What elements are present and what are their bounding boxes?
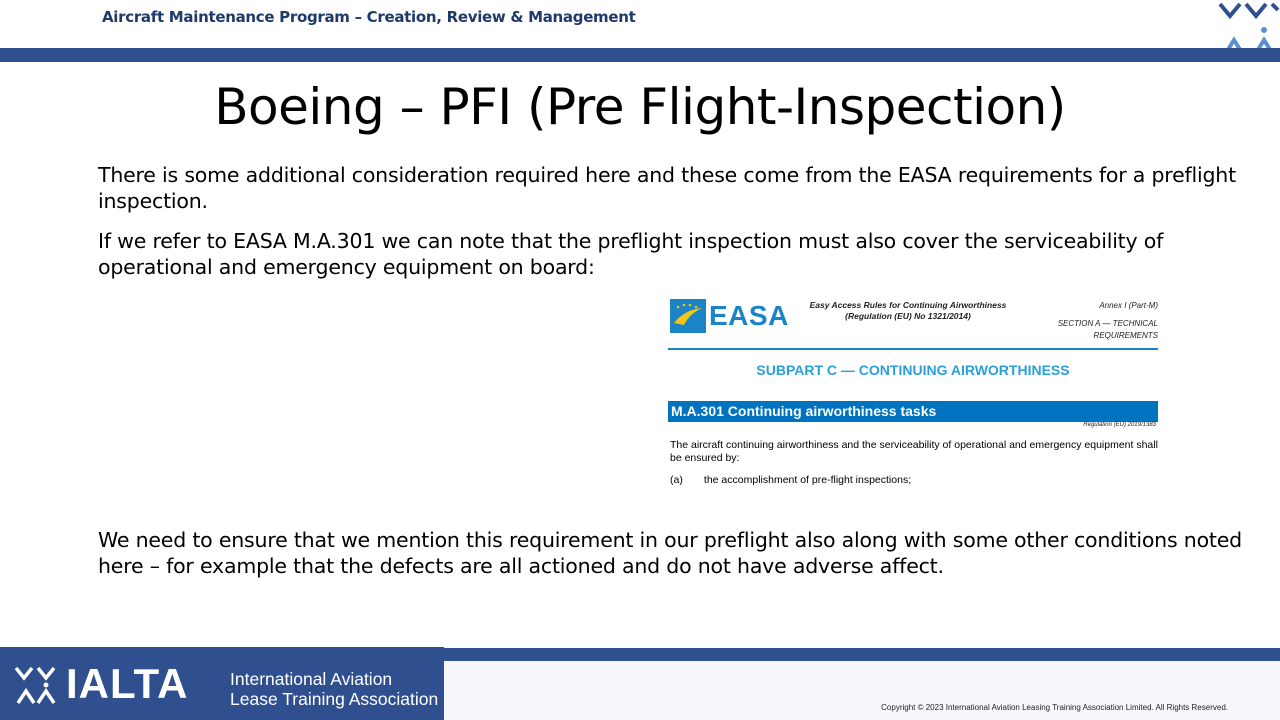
easa-item-label: (a) [670,474,683,486]
header-bar [0,48,1280,62]
paragraph-intro: There is some additional consideration required here and these come from the EASA requirements for a preflight inspection. [98,163,1236,213]
easa-article-body: The aircraft continuing airworthiness and the serviceability of operational and emergency equipment shall be ensured by: [670,439,1158,464]
easa-doc-title: Easy Access Rules for Continuing Airworthiness (Regulation (EU) No 1321/2014) [809,300,1007,321]
paragraph-easa-reference: If we refer to EASA M.A.301 we can note that the preflight inspection must also cover the serviceability of operational and emergency equipment on board: [98,229,1164,279]
easa-article-heading: M.A.301 Continuing airworthiness tasks [668,401,1158,422]
easa-article-item [670,474,911,486]
easa-item-text: the accomplishment of pre-flight inspections; [703,474,912,486]
easa-emblem-icon [670,299,706,333]
easa-regulation-ref: Regulation (EU) 2019/1383 [1083,422,1156,428]
paragraph-conclusion: We need to ensure that we mention this requirement in our preflight also along with some other conditions noted here – for example that the defects are all actioned and do not have adverse affect. [98,528,1242,578]
copyright-notice: Copyright © 2023 International Aviation Leasing Training Association Limited. All Rights Reserved. [881,703,1228,712]
easa-subpart-heading: SUBPART C — CONTINUING AIRWORTHINESS [756,362,1070,378]
easa-section-info: Annex I (Part-M) SECTION A — TECHNICAL REQUIREMENTS [1057,301,1158,340]
easa-divider [668,348,1158,350]
slide-title: Boeing – PFI (Pre Flight-Inspection) [214,78,1066,136]
ialta-brand: IALTA [66,660,189,707]
easa-logo-text: EASA [709,300,789,331]
header-title: Aircraft Maintenance Program – Creation, Review & Management [102,8,636,26]
ialta-footer-mark-icon [14,665,58,705]
easa-logo [670,299,789,333]
easa-excerpt-image [668,296,1160,492]
footer-logo [0,647,444,720]
ialta-brand-subtitle: International Aviation Lease Training Association [230,669,439,709]
